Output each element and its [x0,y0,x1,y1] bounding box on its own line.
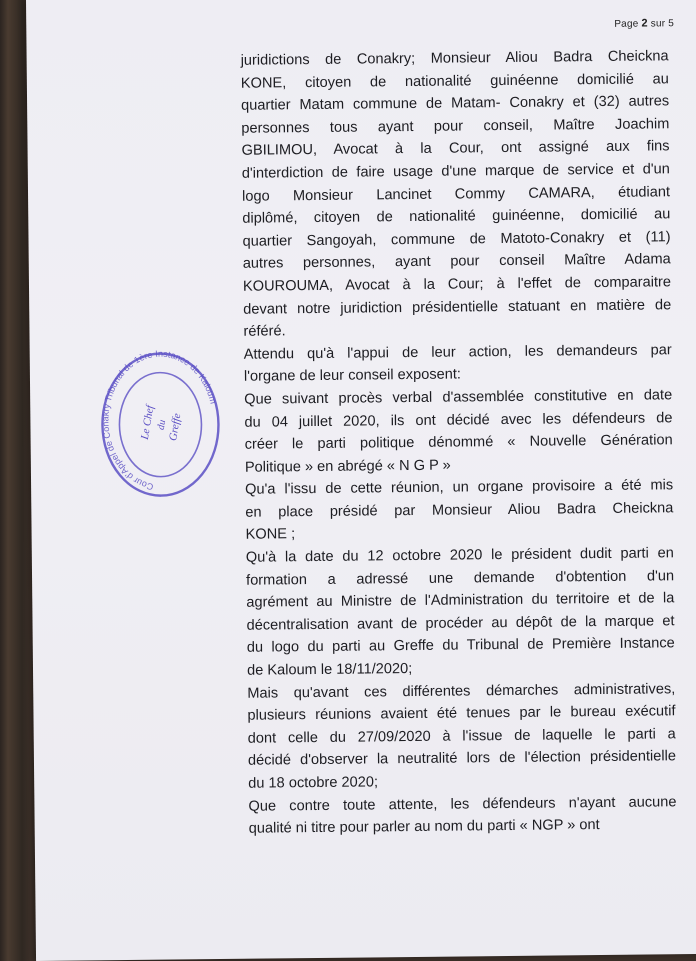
text-line: Qu'a l'issu de cette réunion, un organe provisoire a été mis [245,477,674,499]
text-line: décentralisation avant de procéder au dépôt de la marque et [246,613,675,634]
text-line: du 18 octobre 2020; [248,774,379,792]
text-line: GBILIMOU, Avocat à la Cour, ont assigné aux fins [241,138,670,160]
stamp-outer-text: Cour d'Appel de Conakry Tribunal de 1ère Instance de Kaloum [100,348,219,492]
page-label: Page [614,18,639,30]
page-number [614,17,674,30]
text-line: créer le parti politique dénommé « Nouvelle Génération [244,432,673,453]
text-line: KOUROUMA, Avocat à la Cour; à l'effet de comparaitre [242,274,672,295]
text-line: Politique » en abrégé « N G P » [244,457,451,476]
text-line: référé. [243,323,286,340]
text-line: qualité ni titre pour parler au nom du parti « NGP » ont [248,817,600,837]
text-line: formation a adressé une demande d'obtention d'un [246,567,675,589]
court-stamp [98,348,224,501]
text-line: personnes tous ayant pour conseil, Maître Joachim [241,116,670,137]
text-line: de Kaloum le 18/11/2020; [246,661,413,679]
text-line: en place présidé par Monsieur Aliou Badra Cheickna [245,500,674,521]
text-line: Attendu qu'à l'appui de leur action, les demandeurs par [243,341,672,363]
text-line: dont celle du 27/09/2020 à l'issue de laquelle le parti a [247,726,676,747]
text-line: d'interdiction de faire usage d'une marque de service et d'un [241,161,670,182]
text-line: du 04 juillet 2020, ils ont décidé avec les défendeurs de [244,409,673,431]
text-line: décidé d'observer la neutralité lors de l'élection présidentielle [247,748,677,770]
text-line: diplômé, citoyen de nationalité guinéenne, domicilié au [242,206,671,227]
text-line: devant notre juridiction présidentielle statuant en matière de [243,296,672,318]
text-line: l'organe de leur conseil exposent: [243,366,462,386]
body-text [241,45,677,840]
text-line: Mais qu'avant ces différentes démarches administratives, [247,680,676,702]
page-number-value: 2 [641,17,648,30]
text-line: KONE, citoyen de nationalité guinéenne domicilié au [240,70,669,92]
text-line: plusieurs réunions avaient été tenues par le bureau exécutif [247,703,676,724]
text-line: logo Monsieur Lancinet Commy CAMARA, étudiant [241,183,671,205]
document-page [26,0,696,961]
text-line: agrément au Ministre de l'Administration du territoire et de la [246,590,675,611]
page-suffix: sur 5 [650,18,675,30]
text-line: du logo du parti au Greffe du Tribunal de Première Instance [246,635,675,657]
stamp-inner-line1: Le Chef [138,404,157,441]
text-line: juridictions de Conakry; Monsieur Aliou Badra Cheickna [240,48,669,69]
text-line: autres personnes, ayant pour conseil Maître Adama [242,251,671,273]
stamp-inner-line3: Greffe [167,412,184,442]
text-line: KONE ; [245,526,296,544]
text-line: quartier Matam commune de Matam- Conakry et (32) autres [241,93,670,114]
text-line: Qu'à la date du 12 octobre 2020 le président dudit parti en [245,545,674,566]
text-line: Que contre toute attente, les défendeurs n'ayant aucune [248,793,677,815]
text-line: Que suivant procès verbal d'assemblée constitutive en date [244,387,673,408]
text-line: quartier Sangoyah, commune de Matoto-Conakry et (11) [242,229,671,250]
stamp-inner-line2: du [155,419,169,431]
